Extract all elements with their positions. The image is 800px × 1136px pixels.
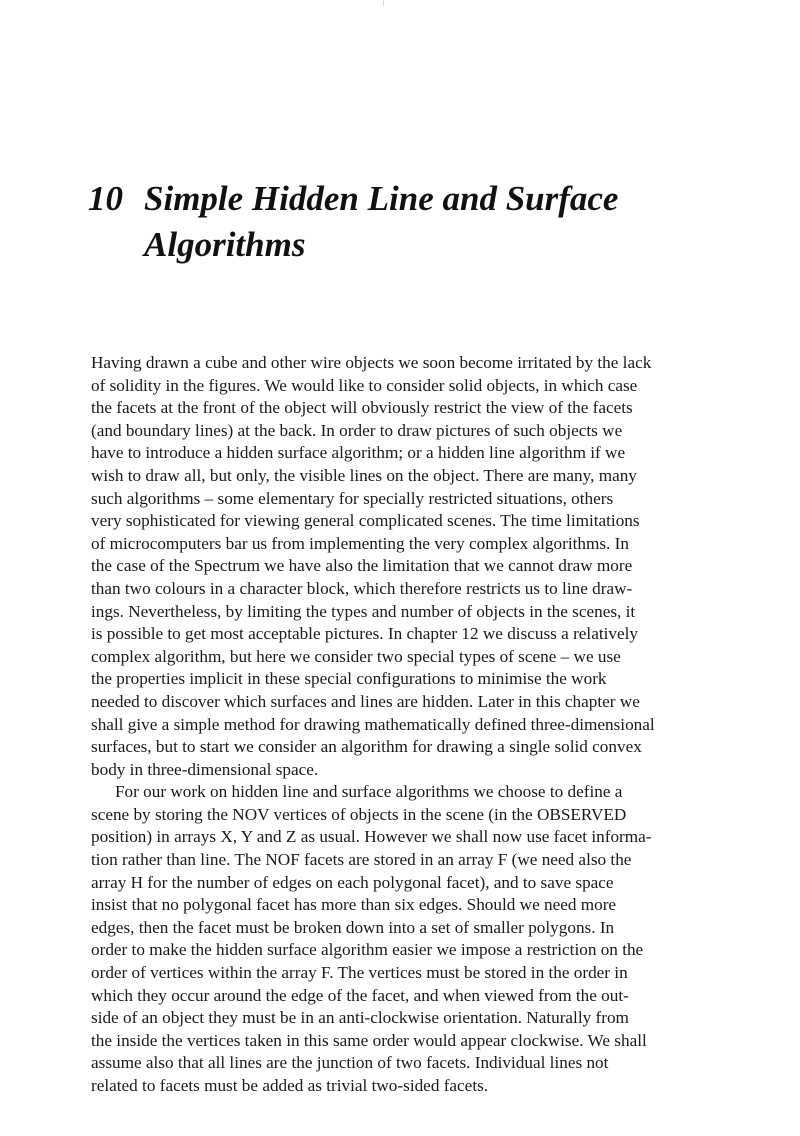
text-line: which they occur around the edge of the facet, and when viewed from the out- (91, 985, 629, 1005)
text-line: edges, then the facet must be broken down into a set of smaller polygons. In (91, 917, 615, 937)
text-line: needed to discover which surfaces and lines are hidden. Later in this chapter we (91, 691, 640, 711)
text-line: wish to draw all, but only, the visible lines on the object. There are many, many (91, 465, 637, 485)
text-line: side of an object they must be in an anti-clockwise orientation. Naturally from (91, 1008, 629, 1028)
text-line: order of vertices within the array F. The vertices must be stored in the order in (91, 963, 628, 983)
text-line: position) in arrays X, Y and Z as usual. However we shall now use facet informa- (91, 827, 652, 847)
text-line: ings. Nevertheless, by limiting the types and number of objects in the scenes, it (91, 601, 636, 621)
text-line: of microcomputers bar us from implementing the very complex algorithms. In (91, 533, 629, 553)
text-line: is possible to get most acceptable pictures. In chapter 12 we discuss a relatively (91, 624, 638, 644)
chapter-title (144, 176, 704, 268)
paragraph-start-line: For our work on hidden line and surface algorithms we choose to define a (115, 782, 623, 802)
text-line: have to introduce a hidden surface algorithm; or a hidden line algorithm if we (91, 443, 626, 463)
text-line: (and boundary lines) at the back. In order to draw pictures of such objects we (91, 420, 623, 440)
text-line: surfaces, but to start we consider an algorithm for drawing a single solid convex (91, 737, 642, 757)
text-line: assume also that all lines are the junction of two facets. Individual lines not (91, 1053, 609, 1073)
text-line: array H for the number of edges on each polygonal facet), and to save space (91, 872, 614, 892)
text-line: of solidity in the figures. We would like to consider solid objects, in which case (91, 375, 638, 395)
text-line: the properties implicit in these special configurations to minimise the work (91, 669, 607, 689)
text-line: than two colours in a character block, which therefore restricts us to line draw- (91, 578, 633, 598)
text-line: body in three-dimensional space. (91, 759, 319, 779)
text-line: shall give a simple method for drawing mathematically defined three-dimensional (91, 714, 655, 734)
body-text (91, 352, 723, 1098)
text-line: very sophisticated for viewing general complicated scenes. The time limitations (91, 511, 640, 531)
text-line: such algorithms – some elementary for specially restricted situations, others (91, 488, 614, 508)
text-line: order to make the hidden surface algorithm easier we impose a restriction on the (91, 940, 644, 960)
text-line: scene by storing the NOV vertices of objects in the scene (in the OBSERVED (91, 804, 627, 824)
chapter-title-line: Simple Hidden Line and Surface (144, 179, 619, 218)
text-line: insist that no polygonal facet has more than six edges. Should we need more (91, 895, 617, 915)
chapter-number: 10 (88, 179, 123, 218)
text-line: the facets at the front of the object will obviously restrict the view of the facets (91, 398, 633, 418)
text-line: the case of the Spectrum we have also the limitation that we cannot draw more (91, 556, 633, 576)
scan-mark (383, 0, 384, 6)
chapter-title-line: Algorithms (144, 225, 306, 264)
text-line: Having drawn a cube and other wire objects we soon become irritated by the lack (91, 353, 652, 372)
text-line: complex algorithm, but here we consider two special types of scene – we use (91, 646, 621, 666)
text-line: tion rather than line. The NOF facets are stored in an array F (we need also the (91, 850, 632, 870)
text-line: the inside the vertices taken in this same order would appear clockwise. We shall (91, 1030, 647, 1050)
text-line: related to facets must be added as trivial two-sided facets. (91, 1076, 489, 1095)
